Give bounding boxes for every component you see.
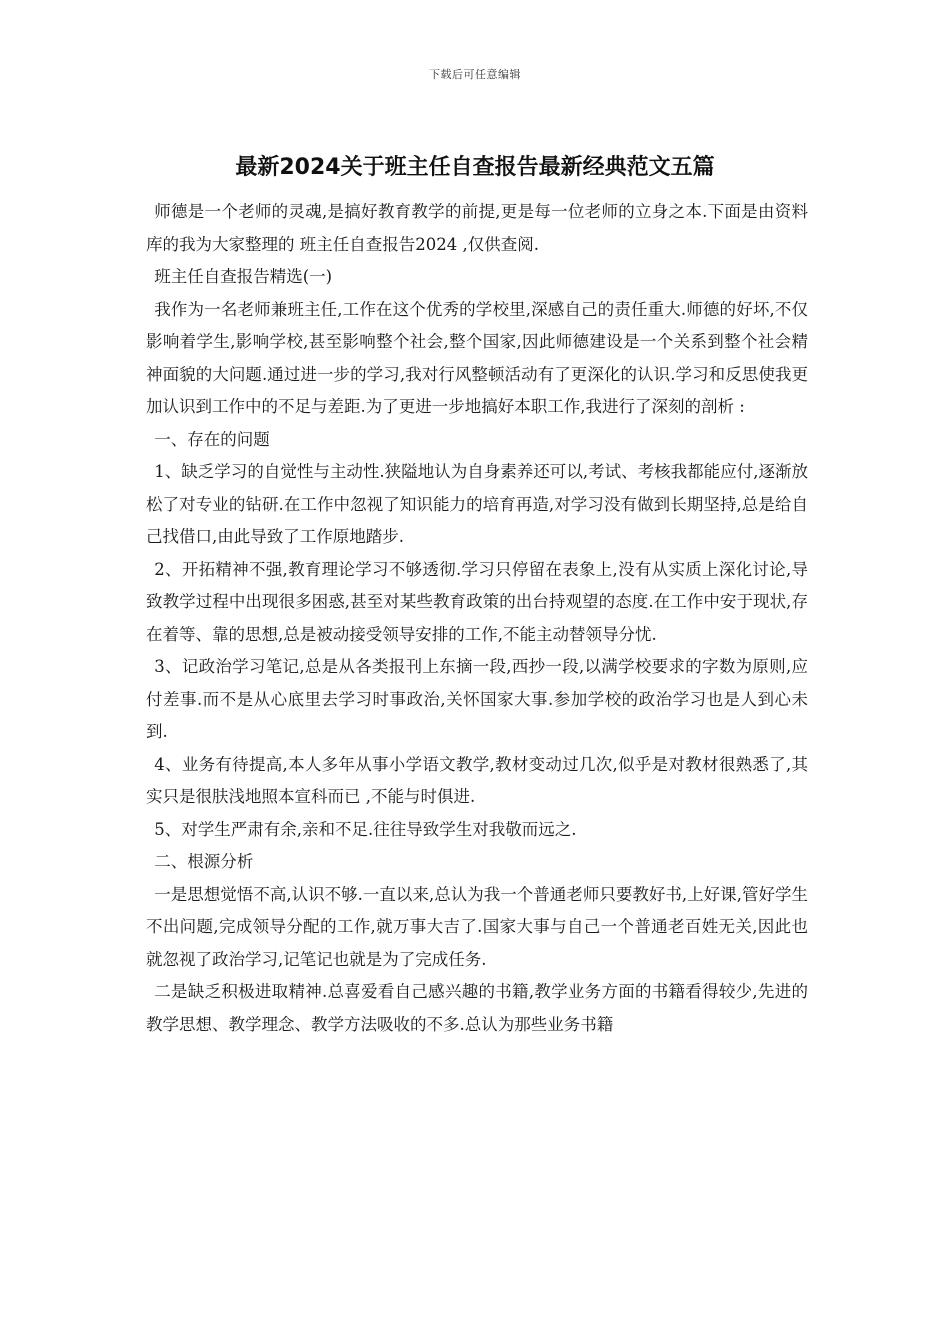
paragraph-problem-4: 4、业务有待提高,本人多年从事小学语文教学,教材变动过几次,似乎是对教材很熟悉了,其实只是很肤浅地照本宣科而已 ,不能与时俱进. [146,754,808,806]
paragraph-self-statement: 我作为一名老师兼班主任,工作在这个优秀的学校里,深感自己的责任重大.师德的好坏,不仅影响着学生,影响学校,甚至影响整个社会,整个国家,因此师德建设是一个关系到整个社会精神面貌的大问题.通过进一步的学习,我对行风整顿活动有了更深化的认识.学习和反思使我更加认识到工作中的不足与差距.为了更进一步地搞好本职工作,我进行了深刻的剖析 : [146,299,808,416]
paragraph-problem-3: 3、记政治学习笔记,总是从各类报刊上东摘一段,西抄一段,以满学校要求的字数为原则,应付差事.而不是从心底里去学习时事政治,关怀国家大事.参加学校的政治学习也是人到心未到. [146,657,808,741]
section-heading-report-1: 班主任自查报告精选(一) [154,267,333,286]
paragraph-problem-1: 1、缺乏学习的自觉性与主动性.狭隘地认为自身素养还可以,考试、考核我都能应付,逐渐放松了对专业的钻研.在工作中忽视了知识能力的培育再造,对学习没有做到长期坚持,总是给自己找借口,由此导致了工作原地踏步. [146,462,808,546]
paragraph-problem-5: 5、对学生严肃有余,亲和不足.往往导致学生对我敬而远之. [154,819,577,839]
paragraph-problem-2: 2、开拓精神不强,教育理论学习不够透彻.学习只停留在表象上,没有从实质上深化讨论,导致教学过程中出现很多困惑,甚至对某些教育政策的出台持观望的态度.在工作中安于现状,存在着等、靠的思想,总是被动接受领导安排的工作,不能主动替领导分忧. [146,559,808,644]
document-title: 最新2024关于班主任自查报告最新经典范文五篇 [235,155,715,180]
paragraph-cause-1: 一是思想觉悟不高,认识不够.一直以来,总认为我一个普通老师只要教好书,上好课,管好学生不出问题,完成领导分配的工作,就万事大吉了.国家大事与自己一个普通老百姓无关,因此也就忽视了政治学习,记笔记也就是为了完成任务. [146,884,808,969]
header-note: 下载后可任意编辑 [429,68,521,81]
document-body [146,196,808,1041]
section-heading-problems: 一、存在的问题 [154,429,270,449]
section-heading-root-causes: 二、根源分析 [154,852,254,871]
paragraph-cause-2: 二是缺乏积极进取精神.总喜爱看自己感兴趣的书籍,教学业务方面的书籍看得较少,先进的教学思想、教学理念、教学方法吸收的不多.总认为那些业务书籍 [146,982,808,1034]
paragraph-intro: 师德是一个老师的灵魂,是搞好教育教学的前提,更是每一位老师的立身之本.下面是由资料库的我为大家整理的 班主任自查报告2024 ,仅供查阅. [146,202,808,254]
